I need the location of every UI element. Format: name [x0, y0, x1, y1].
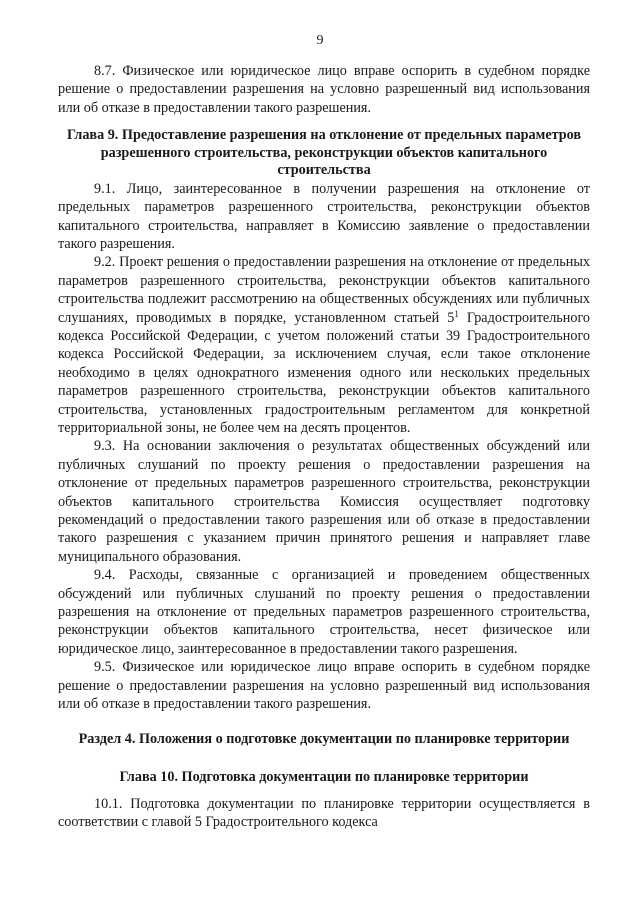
- paragraph-9-2-part1: 9.2. Проект решения о предоставлении разрешения на отклонение от предельных параметров разрешенного строительства, реконструкции объектов капитального строительства подлежит рассмотрению на общественных обсуждениях или публичных слушаниях, проводимых в порядке, установленном статьей 5: [58, 254, 590, 326]
- chapter-9-title: Глава 9. Предоставление разрешения на отклонение от предельных параметров разрешенного строительства, реконструкции объектов капитального строительства: [66, 127, 582, 179]
- section-4-title: Раздел 4. Положения о подготовке документации по планировке территории: [78, 730, 570, 747]
- chapter-10-title: Глава 10. Подготовка документации по планировке территории: [119, 769, 529, 785]
- document-body: [58, 62, 590, 831]
- article-superscript: 1: [454, 308, 459, 319]
- paragraph-9-2-part2: Градостроительного кодекса Российской Федерации, с учетом положений статьи 39 Градостроительного кодекса Российской Федерации, за исключением случая, если такое отклонение необходимо в целях однократного изменения одного или нескольких предельных параметров разрешенного строительства, реконструкции объектов капитального строительства, установленных градостроительным регламентом для конкретной территориальной зоны, не более чем на десять процентов.: [58, 309, 591, 436]
- page-number: 9: [316, 33, 324, 48]
- paragraph-9-1: 9.1. Лицо, заинтересованное в получении разрешения на отклонение от предельных параметров разрешенного строительства, реконструкции объектов капитального строительства, направляет в Комиссию заявление о предоставлении такого разрешения.: [58, 180, 590, 252]
- paragraph-10-1: 10.1. Подготовка документации по планировке территории осуществляется в соответствии с главой 5 Градостроительного кодекса: [58, 795, 590, 830]
- paragraph-9-3: 9.3. На основании заключения о результатах общественных обсуждений или публичных слушаний по проекту решения о предоставлении разрешения на отклонение от предельных параметров разрешенного строительства, реконструкции объектов капитального строительства Комиссия осуществляет подготовку рекомендаций о предоставлении такого разрешения или об отказе в предоставлении такого разрешения с указанием причин принятого решения и направляет главе муниципального образования.: [58, 438, 590, 565]
- paragraph-8-7: 8.7. Физическое или юридическое лицо вправе оспорить в судебном порядке решение о предоставлении разрешения на условно разрешенный вид использования или об отказе в предоставлении такого разрешения.: [58, 63, 590, 116]
- paragraph-9-5: 9.5. Физическое или юридическое лицо вправе оспорить в судебном порядке решение о предоставлении разрешения на условно разрешенный вид использования или об отказе в предоставлении такого разрешения.: [58, 659, 590, 713]
- paragraph-9-4: 9.4. Расходы, связанные с организацией и проведением общественных обсуждений или публичных слушаний по проекту решения о предоставлении разрешения на отклонение от предельных параметров разрешенного строительства, реконструкции объектов капитального строительства, несет физическое или юридическое лицо, заинтересованное в предоставлении такого разрешения.: [58, 567, 590, 657]
- paragraph-9-2: [58, 253, 590, 437]
